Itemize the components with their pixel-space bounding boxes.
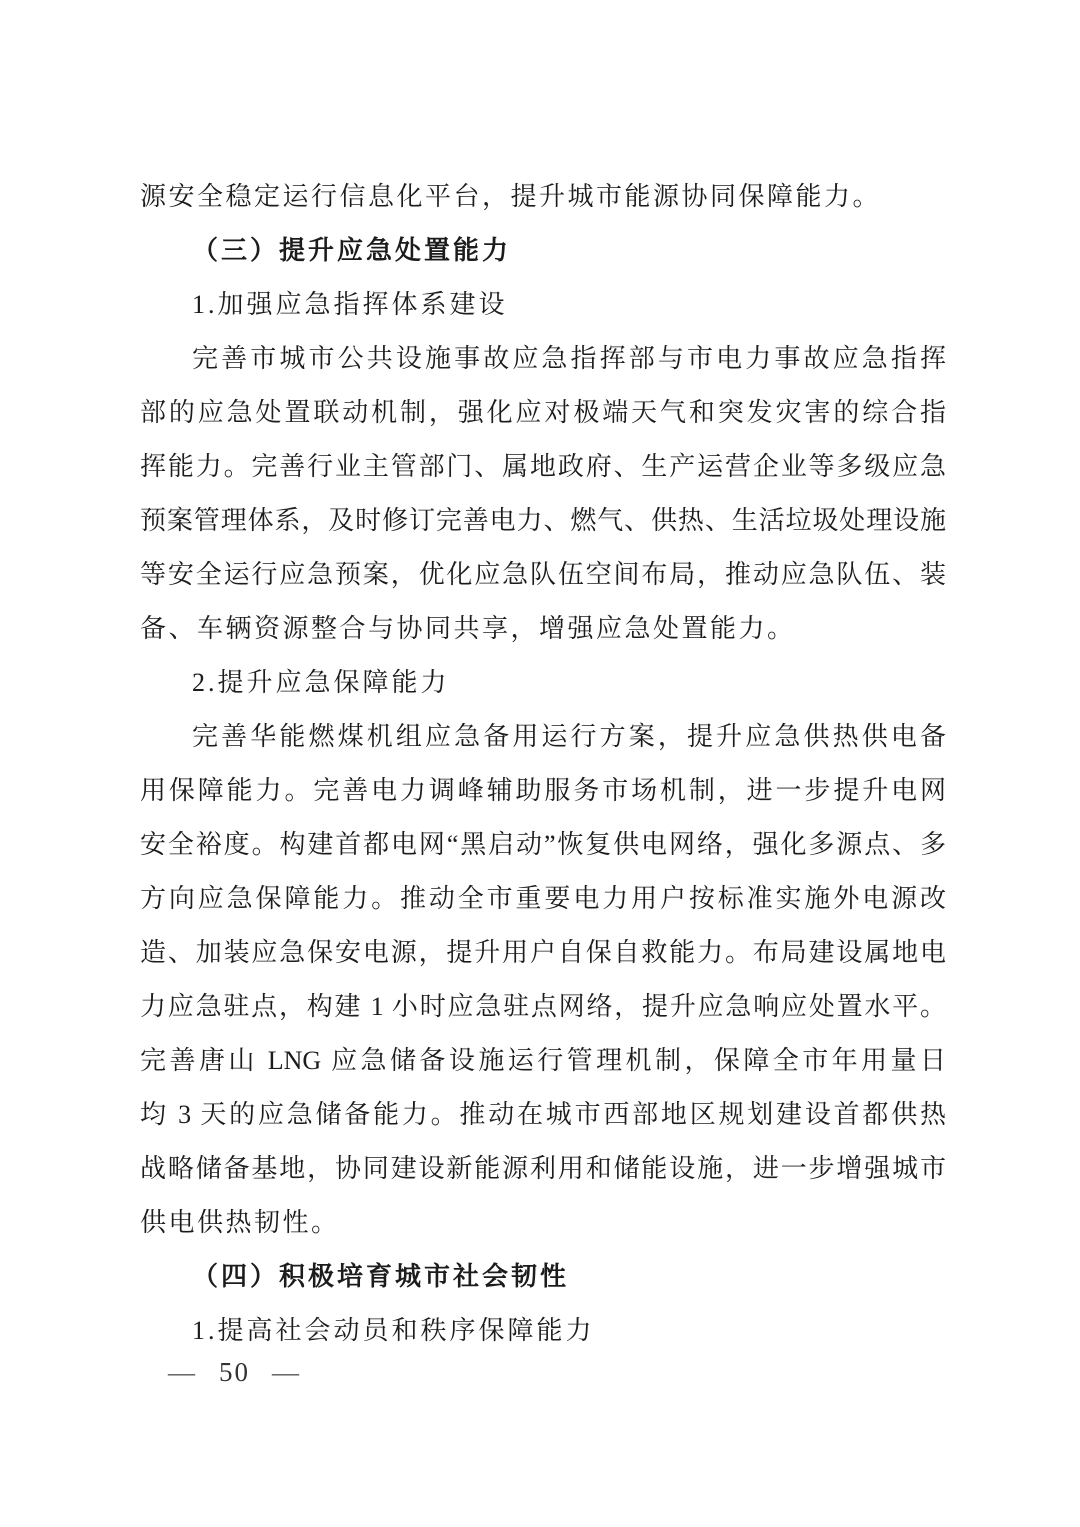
body-line: 完善市城市公共设施事故应急指挥部与市电力事故应急指挥 [192,344,946,373]
body-line: 挥能力。完善行业主管部门、属地政府、生产运营企业等多级应急 [140,452,946,481]
body-line: 备、车辆资源整合与协同共享，增强应急处置能力。 [140,614,796,643]
body-line: 完善华能燃煤机组应急备用运行方案，提升应急供热供电备 [192,722,946,751]
footer-dash-left: — [168,1357,197,1387]
footer-dash-right: — [272,1357,301,1387]
body-line: 均 3 天的应急储备能力。推动在城市西部地区规划建设首都供热 [140,1100,946,1129]
subsection-heading: 1.提高社会动员和秩序保障能力 [192,1316,595,1345]
body-line: 等安全运行应急预案，优化应急队伍空间布局，推动应急队伍、装 [140,560,946,589]
body-line: 用保障能力。完善电力调峰辅助服务市场机制，进一步提升电网 [140,776,946,805]
body-line: 造、加装应急保安电源，提升用户自保自救能力。布局建设属地电 [140,938,946,967]
body-line: 部的应急处置联动机制，强化应对极端天气和突发灾害的综合指 [140,398,946,427]
page-number: 50 [219,1357,250,1387]
subsection-heading: 1.加强应急指挥体系建设 [192,290,508,319]
body-line: 源安全稳定运行信息化平台，提升城市能源协同保障能力。 [140,182,882,211]
document-body [140,170,946,1358]
page-footer [168,1352,301,1392]
body-line: 安全裕度。构建首都电网“黑启动”恢复供电网络，强化多源点、多 [140,830,946,859]
subsection-heading: 2.提升应急保障能力 [192,668,450,697]
body-line: 战略储备基地，协同建设新能源利用和储能设施，进一步增强城市 [140,1154,946,1183]
body-line: 方向应急保障能力。推动全市重要电力用户按标准实施外电源改 [140,884,946,913]
body-line: 供电供热韧性。 [140,1208,340,1237]
body-line: 预案管理体系，及时修订完善电力、燃气、供热、生活垃圾处理设施 [140,506,946,535]
body-line: 力应急驻点，构建 1 小时应急驻点网络，提升应急响应处置水平。 [140,992,946,1021]
section-heading-4: （四）积极培育城市社会韧性 [192,1262,570,1291]
section-heading-3: （三）提升应急处置能力 [192,236,512,265]
body-line: 完善唐山 LNG 应急储备设施运行管理机制，保障全市年用量日 [140,1046,946,1075]
